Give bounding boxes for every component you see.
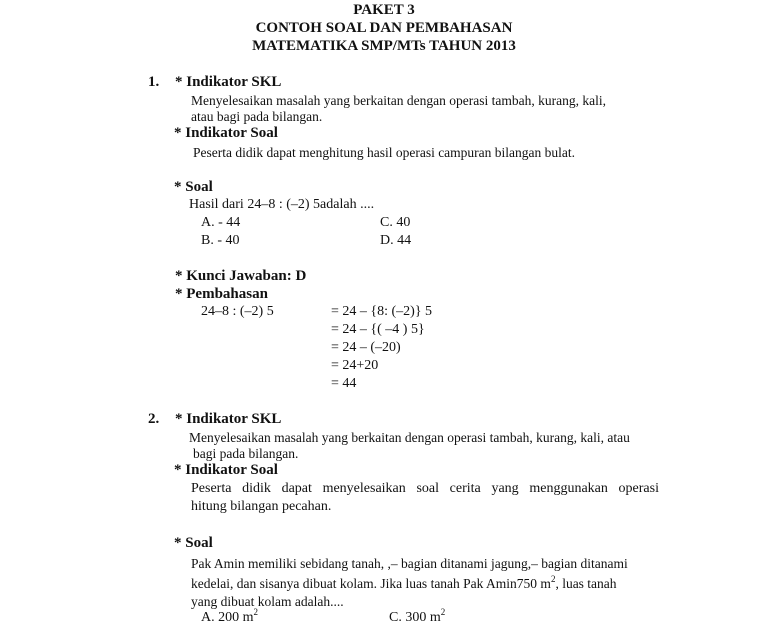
q1-step-3: = 24 – (–20)	[331, 340, 401, 355]
q1-indikator-soal-heading: * Indikator Soal	[174, 125, 278, 141]
q2-text-line-2-part-a: kedelai, dan sisanya dibuat kolam. Jika luas tanah Pak Amin750 m	[191, 576, 551, 591]
q1-indikator-soal-text: Peserta didik dapat menghitung hasil operasi campuran bilangan bulat.	[193, 145, 576, 160]
header-line-3: MATEMATIKA SMP/MTs TAHUN 2013	[252, 38, 516, 54]
q2-text-line-3: yang dibuat kolam adalah....	[191, 594, 344, 609]
q1-option-c: C. 40	[380, 215, 411, 230]
question-2-number: 2.	[148, 411, 160, 427]
q2-option-c-label: C. 300 m	[389, 610, 441, 625]
q1-step-1: = 24 – {8: (–2)} 5	[331, 304, 433, 319]
q1-option-a: A. - 44	[201, 215, 241, 230]
q2-text-line-2-part-b: , luas tanah	[555, 576, 617, 591]
q1-kunci-jawaban: * Kunci Jawaban: D	[175, 268, 307, 284]
q2-option-a	[201, 607, 258, 626]
q2-option-c	[389, 607, 446, 626]
question-1-number: 1.	[148, 74, 160, 90]
q1-skl-line-1: Menyelesaikan masalah yang berkaitan dengan operasi tambah, kurang, kali,	[191, 93, 606, 108]
q2-skl-line-1: Menyelesaikan masalah yang berkaitan dengan operasi tambah, kurang, kali, atau	[189, 430, 630, 445]
q1-step-4: = 24+20	[331, 358, 379, 373]
q2-text-line-2-superscript: 2	[550, 574, 556, 584]
q1-option-b: B. - 40	[201, 233, 240, 248]
q2-indikator-soal-line-2: hitung bilangan pecahan.	[191, 499, 332, 514]
q1-option-d: D. 44	[380, 233, 412, 248]
header-line-1: PAKET 3	[353, 2, 415, 18]
q2-indikator-soal-heading: * Indikator Soal	[174, 462, 278, 478]
q2-option-c-superscript: 2	[440, 607, 446, 617]
q1-skl-line-2: atau bagi pada bilangan.	[191, 109, 323, 124]
q2-text-line-2	[191, 576, 617, 592]
q1-pembahasan-heading: * Pembahasan	[175, 286, 268, 302]
q2-option-a-superscript: 2	[253, 607, 258, 617]
q1-step-2: = 24 – {( –4 ) 5}	[331, 322, 425, 337]
q2-text-line-1: Pak Amin memiliki sebidang tanah, ,– bagian ditanami jagung,– bagian ditanami	[191, 556, 628, 571]
q2-soal-heading: * Soal	[174, 535, 213, 551]
q2-option-a-label: A. 200 m	[201, 610, 254, 625]
q1-pembahasan-lhs: 24–8 : (–2) 5	[201, 304, 274, 319]
q1-skl-heading: * Indikator SKL	[175, 74, 282, 90]
q1-question-text: Hasil dari 24–8 : (–2) 5adalah ....	[189, 197, 375, 212]
q1-step-5: = 44	[331, 376, 357, 391]
header-line-2: CONTOH SOAL DAN PEMBAHASAN	[255, 20, 513, 36]
q2-indikator-soal-line-1: Peserta didik dapat menyelesaikan soal cerita yang menggunakan operasi	[191, 481, 659, 496]
q2-skl-line-2: bagi pada bilangan.	[193, 446, 299, 461]
q1-soal-heading: * Soal	[174, 179, 213, 195]
q2-skl-heading: * Indikator SKL	[175, 411, 282, 427]
